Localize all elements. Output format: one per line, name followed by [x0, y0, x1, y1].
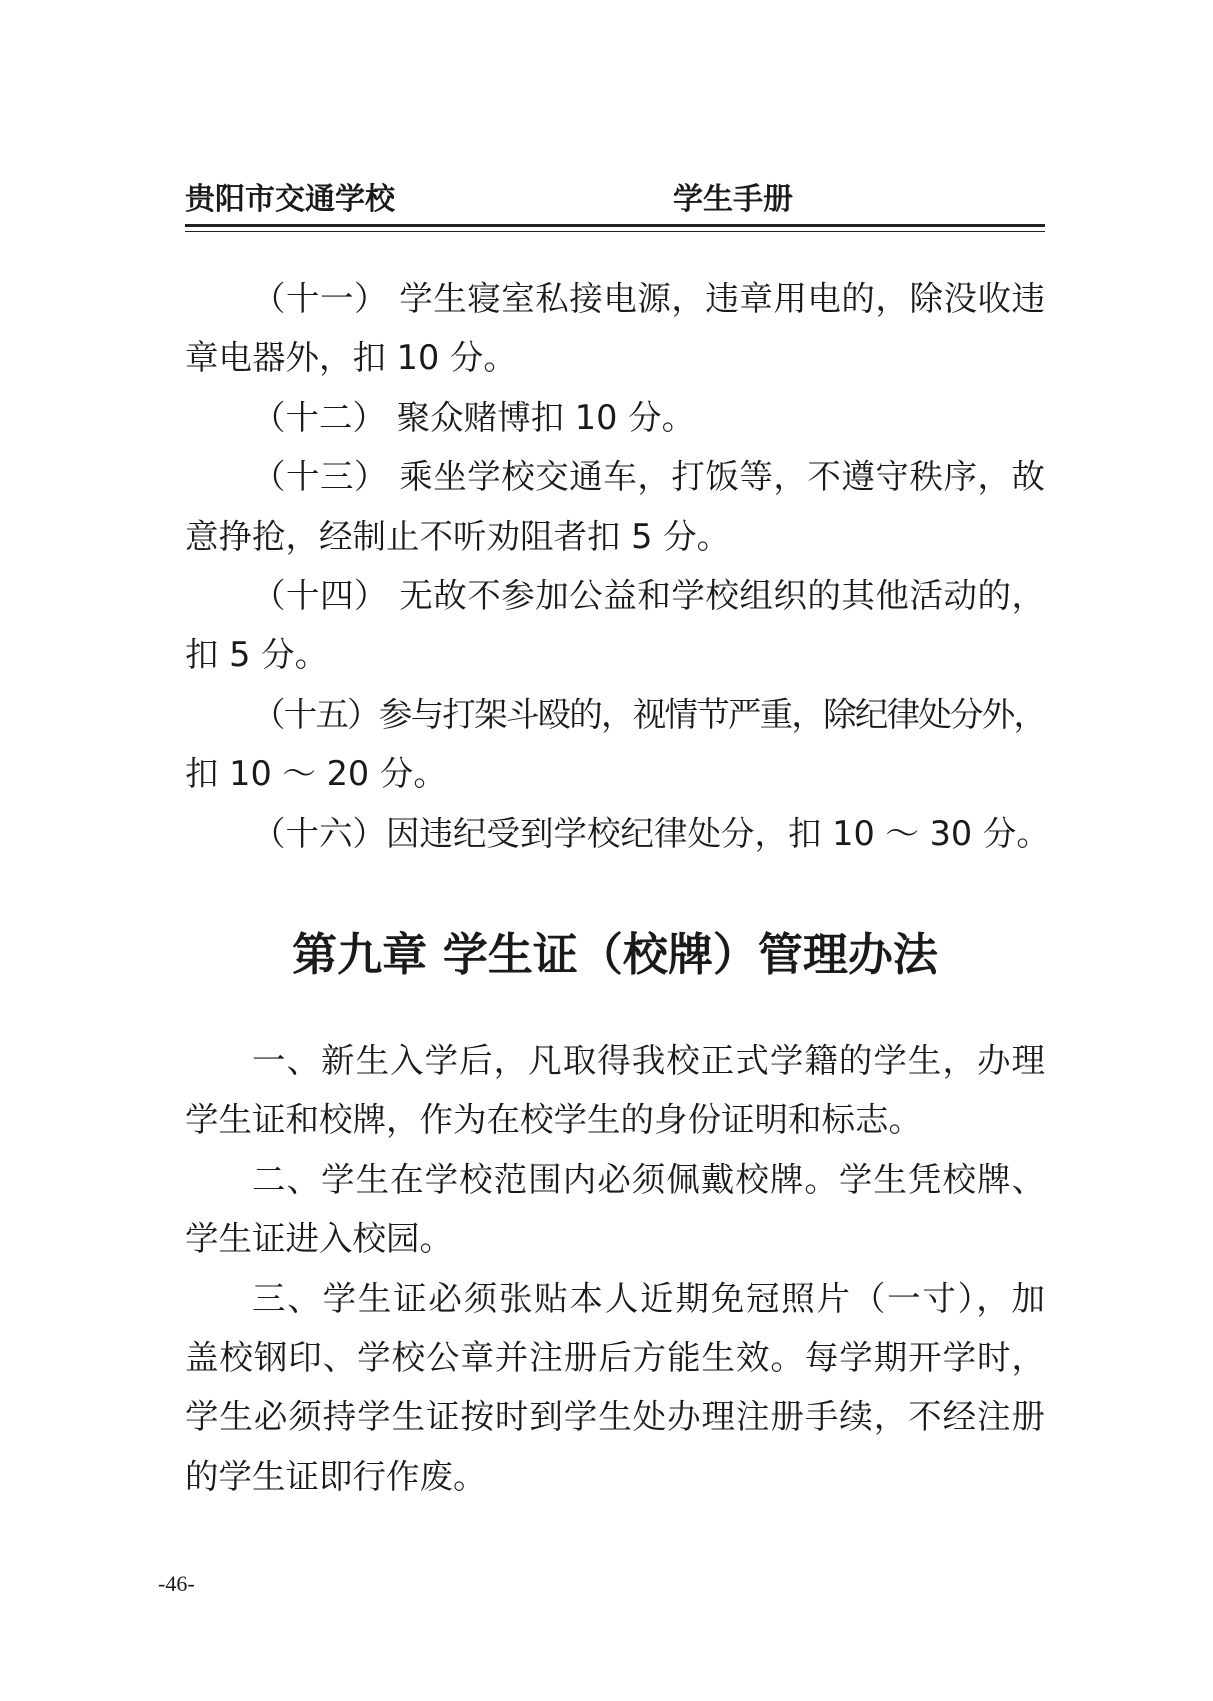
paragraph-line: 学生证和校牌，作为在校学生的身份证明和标志。	[185, 1100, 922, 1140]
paragraph-line: 学生必须持学生证按时到学生处办理注册手续，不经注册	[185, 1397, 1045, 1437]
header-rule-thin	[185, 231, 1045, 232]
rule-line: （十五）参与打架斗殴的，视情节严重，除纪律处分外，	[252, 694, 1045, 734]
deduction-rules-list	[185, 269, 1050, 863]
chapter-paragraph-1	[185, 1031, 1045, 1150]
paragraph-line: 一、新生入学后，凡取得我校正式学籍的学生，办理	[252, 1041, 1045, 1080]
chapter-paragraph-3	[185, 1269, 1045, 1507]
rule-item-12	[185, 388, 1045, 447]
paragraph-line: 的学生证即行作废。	[185, 1456, 487, 1496]
header-rule-thick	[185, 224, 1045, 227]
rule-line: 章电器外，扣 10 分。	[185, 338, 517, 378]
rule-line: （十二） 聚众赌博扣 10 分。	[252, 397, 696, 437]
rule-line: （十三） 乘坐学校交通车，打饭等，不遵守秩序，故	[252, 457, 1045, 497]
paragraph-line: 盖校钢印、学校公章并注册后方能生效。每学期开学时，	[185, 1337, 1045, 1377]
header-handbook-title: 学生手册	[673, 182, 793, 217]
rule-line: 扣 10 ～ 20 分。	[185, 754, 447, 794]
chapter-paragraph-2	[185, 1150, 1045, 1269]
rule-item-14	[185, 566, 1045, 685]
rule-line: 意挣抢，经制止不听劝阻者扣 5 分。	[185, 516, 731, 556]
chapter-title: 第九章 学生证（校牌）管理办法	[292, 928, 938, 981]
header-school-name: 贵阳市交通学校	[185, 182, 395, 217]
paragraph-line: 学生证进入校园。	[185, 1219, 453, 1259]
rule-line: （十六）因违纪受到学校纪律处分，扣 10 ～ 30 分。	[252, 813, 1050, 853]
paragraph-line: 三、学生证必须张贴本人近期免冠照片（一寸），加	[252, 1278, 1045, 1318]
chapter-body	[185, 1031, 1045, 1506]
rule-item-11	[185, 269, 1045, 388]
paragraph-line: 二、学生在学校范围内必须佩戴校牌。学生凭校牌、	[252, 1159, 1045, 1199]
rule-line: 扣 5 分。	[185, 635, 329, 675]
rule-item-13	[185, 447, 1045, 566]
rule-item-15	[185, 685, 1045, 804]
rule-line: （十一） 学生寝室私接电源，违章用电的，除没收违	[252, 279, 1045, 318]
rule-item-16	[185, 804, 1050, 863]
rule-line: （十四） 无故不参加公益和学校组织的其他活动的，	[252, 575, 1045, 615]
page-number: -46-	[158, 1571, 195, 1596]
